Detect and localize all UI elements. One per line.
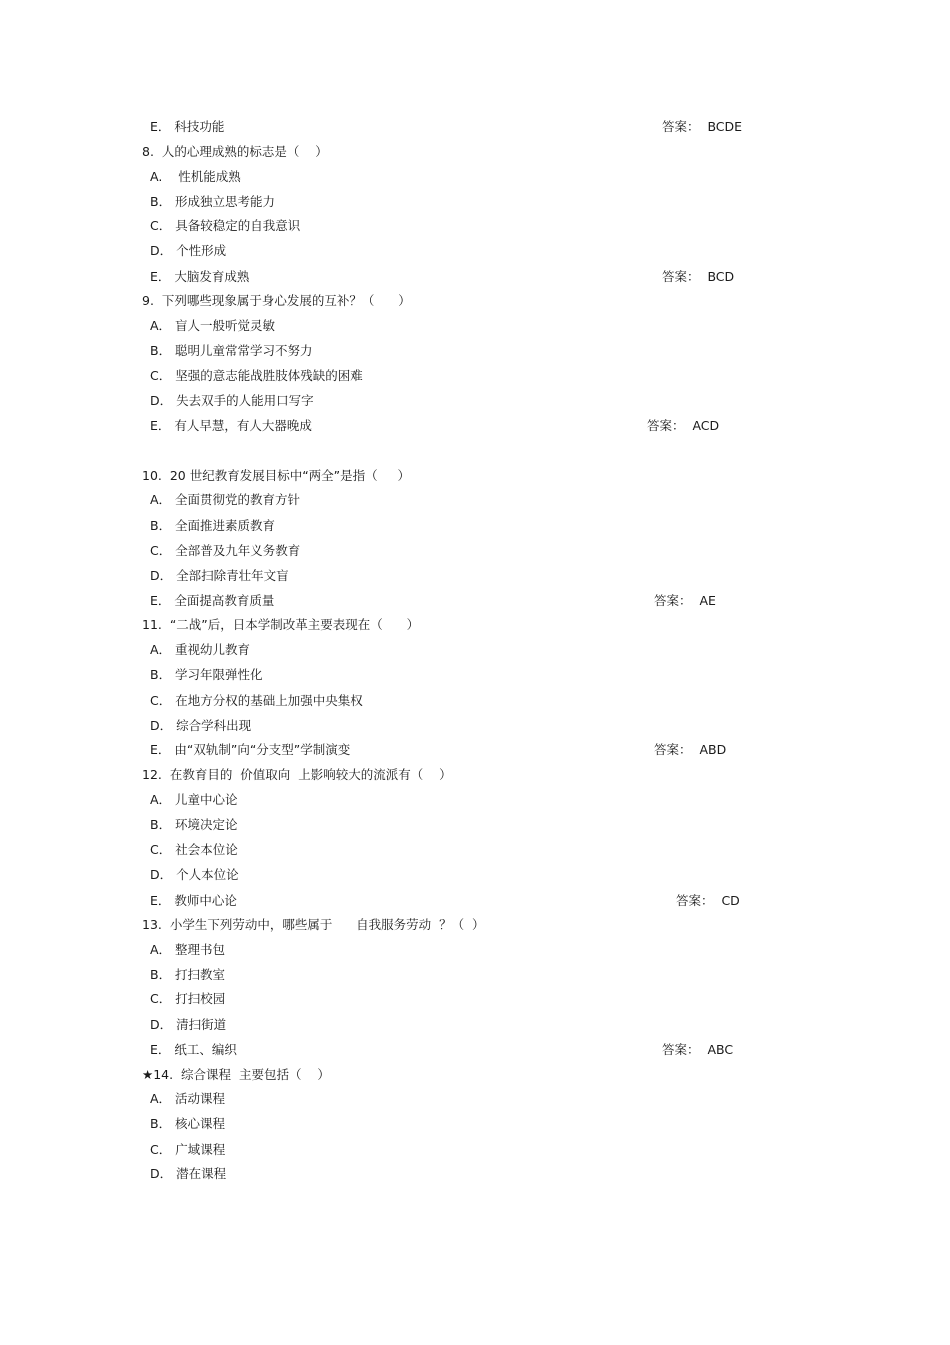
option-11c: C． 在地方分权的基础上加强中央集权 <box>150 693 363 708</box>
option-13e: E． 纸工、编织 <box>150 1042 237 1057</box>
question-11: 11. “二战”后，日本学制改革主要表现在（ ） <box>142 617 420 632</box>
option-9b: B． 聪明儿童常常学习不努力 <box>150 343 313 358</box>
option-8e: E． 大脑发育成熟 <box>150 269 250 284</box>
option-14c: C． 广域课程 <box>150 1142 226 1157</box>
option-14d: D． 潜在课程 <box>150 1166 227 1181</box>
option-13d: D． 清扫街道 <box>150 1017 227 1032</box>
option-12a: A． 儿童中心论 <box>150 792 238 807</box>
option-12e: E． 教师中心论 <box>150 893 237 908</box>
option-11d: D． 综合学科出现 <box>150 718 252 733</box>
answer-12: 答案： CD <box>676 893 740 908</box>
answer-8: 答案： BCD <box>662 269 735 284</box>
option-7e: E． 科技功能 <box>150 119 225 134</box>
option-12c: C． 社会本位论 <box>150 842 238 857</box>
option-8c: C． 具备较稳定的自我意识 <box>150 218 301 233</box>
option-8a: A. 性机能成熟 <box>150 169 241 184</box>
answer-7: 答案： BCDE <box>662 119 743 134</box>
option-10c: C． 全部普及九年义务教育 <box>150 543 301 558</box>
question-12: 12. 在教育目的 价值取向 上影响较大的流派有（ ） <box>142 767 452 782</box>
option-8b: B． 形成独立思考能力 <box>150 194 276 209</box>
option-11a: A． 重视幼儿教育 <box>150 642 251 657</box>
option-8d: D． 个性形成 <box>150 243 227 258</box>
option-13a: A． 整理书包 <box>150 942 226 957</box>
option-9d: D． 失去双手的人能用口写字 <box>150 393 314 408</box>
answer-13: 答案： ABC <box>662 1042 734 1057</box>
option-10e: E． 全面提高教育质量 <box>150 593 275 608</box>
option-10b: B． 全面推进素质教育 <box>150 518 276 533</box>
option-13b: B． 打扫教室 <box>150 967 226 982</box>
option-10d: D． 全部扫除青壮年文盲 <box>150 568 289 583</box>
question-10: 10. 20 世纪教育发展目标中“两全”是指（ ） <box>142 468 411 483</box>
option-12d: D． 个人本位论 <box>150 867 239 882</box>
option-14a: A． 活动课程 <box>150 1091 226 1106</box>
answer-11: 答案： ABD <box>654 742 727 757</box>
option-12b: B． 环境决定论 <box>150 817 238 832</box>
option-14b: B． 核心课程 <box>150 1116 226 1131</box>
question-14: ★14. 综合课程 主要包括（ ） <box>142 1067 330 1082</box>
option-9e: E． 有人早慧，有人大器晚成 <box>150 418 312 433</box>
answer-9: 答案： ACD <box>647 418 720 433</box>
question-13: 13. 小学生下列劳动中，哪些属于 自我服务劳动 ？（ ） <box>142 917 485 932</box>
answer-10: 答案： AE <box>654 593 716 608</box>
question-9: 9. 下列哪些现象属于身心发展的互补？（ ） <box>142 293 411 308</box>
option-9c: C． 坚强的意志能战胜肢体残缺的困难 <box>150 368 363 383</box>
option-13c: C． 打扫校园 <box>150 991 226 1006</box>
option-11b: B． 学习年限弹性化 <box>150 667 263 682</box>
option-9a: A． 盲人一般听觉灵敏 <box>150 318 276 333</box>
option-11e: E． 由“双轨制”向“分支型”学制演变 <box>150 742 351 757</box>
question-8: 8. 人的心理成熟的标志是（ ） <box>142 144 328 159</box>
option-10a: A． 全面贯彻党的教育方针 <box>150 492 301 507</box>
